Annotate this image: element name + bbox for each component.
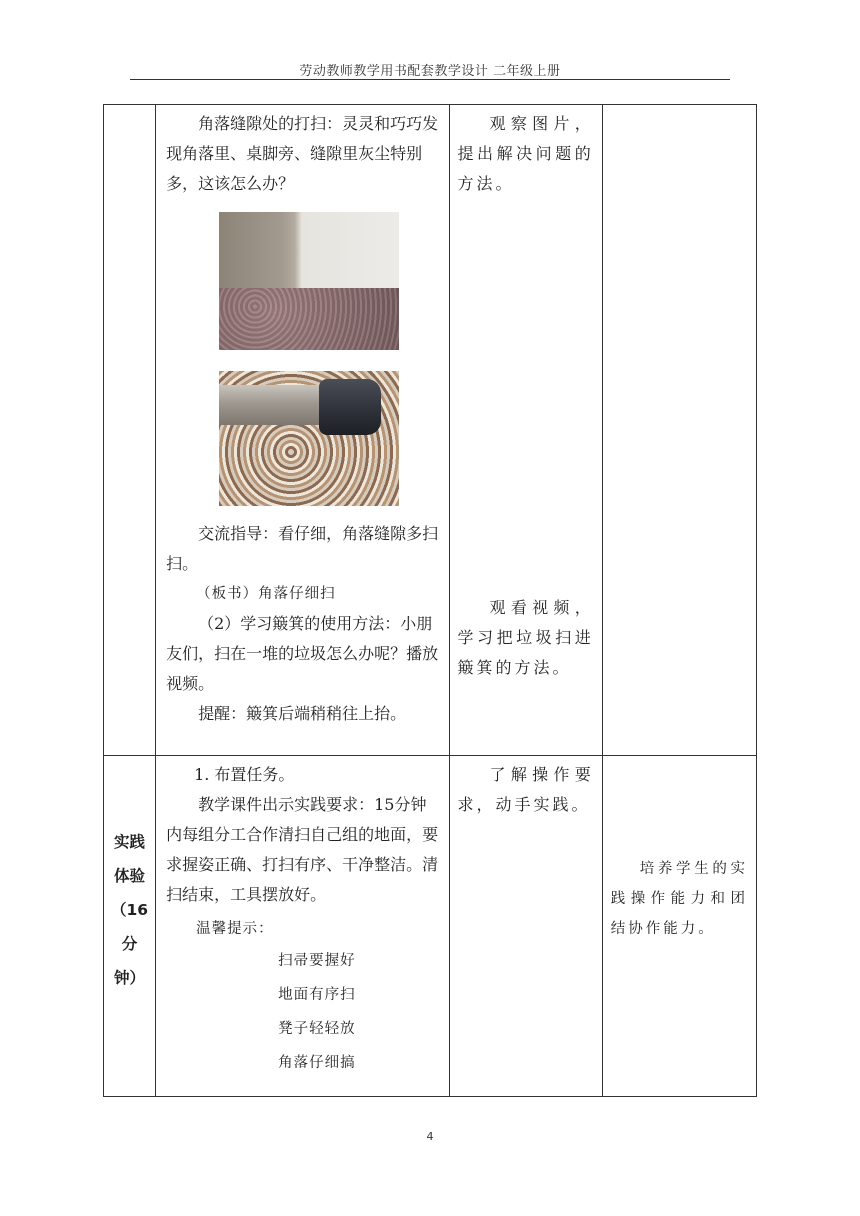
- stage-label: 实践 体验 （16 分 钟）: [111, 833, 149, 987]
- table-leg-cap: [319, 379, 381, 435]
- reminder-paragraph: 提醒：簸箕后端稍稍往上抬。: [198, 704, 407, 723]
- corner-cleaning-paragraph: 角落缝隙处的打扫：灵灵和巧巧发现角落里、桌脚旁、缝隙里灰尘特别多，这该怎么办？: [166, 114, 439, 193]
- board-note: （板书）角落仔细扫: [196, 586, 336, 602]
- header-divider: [130, 79, 730, 80]
- student-activity-cell: [449, 756, 602, 1097]
- task-description: 教学课件出示实践要求：15分钟内每组分工合作清扫自己组的地面，要求握姿正确、打扫有序、干净整洁。清扫结束，工具摆放好。: [166, 795, 439, 904]
- page-header: 劳动教师教学用书配套教学设计 二年级上册: [299, 64, 561, 79]
- lesson-plan-table: [103, 104, 757, 1097]
- design-intent-text: 培养学生的实践操作能力和团结协作能力。: [610, 861, 748, 937]
- student-observe-text: 观察图片，提出解决问题的方法。: [457, 114, 594, 193]
- table-row: [104, 105, 757, 756]
- table-leg-gap-photo: [219, 371, 399, 506]
- floor-speckle: [219, 288, 399, 350]
- dustpan-paragraph: （2）学习簸箕的使用方法：小朋友们，扫在一堆的垃圾怎么办呢？播放视频。: [166, 614, 439, 693]
- tips-heading: 温馨提示：: [196, 921, 274, 937]
- task-heading: 1. 布置任务。: [194, 765, 295, 784]
- tip-item: 扫帚要握好: [278, 953, 356, 969]
- corner-dust-photo: [219, 212, 399, 350]
- student-video-text: 观看视频，学习把垃圾扫进簸箕的方法。: [457, 598, 594, 677]
- teacher-activity-cell: [156, 105, 449, 756]
- table-row: [104, 756, 757, 1097]
- page-number: 4: [426, 1130, 434, 1143]
- tip-item: 地面有序扫: [278, 987, 356, 1003]
- stage-cell: [104, 756, 156, 1097]
- tip-item: 角落仔细搞: [278, 1055, 356, 1071]
- intent-cell: [602, 756, 756, 1097]
- tip-item: 凳子轻轻放: [278, 1021, 356, 1037]
- teacher-activity-cell: [156, 756, 449, 1097]
- student-activity-cell: [449, 105, 602, 756]
- intent-cell: [602, 105, 756, 756]
- student-practice-text: 了解操作要求，动手实践。: [457, 765, 594, 814]
- stage-cell: [104, 105, 156, 756]
- guidance-paragraph: 交流指导：看仔细，角落缝隙多扫扫。: [166, 524, 439, 573]
